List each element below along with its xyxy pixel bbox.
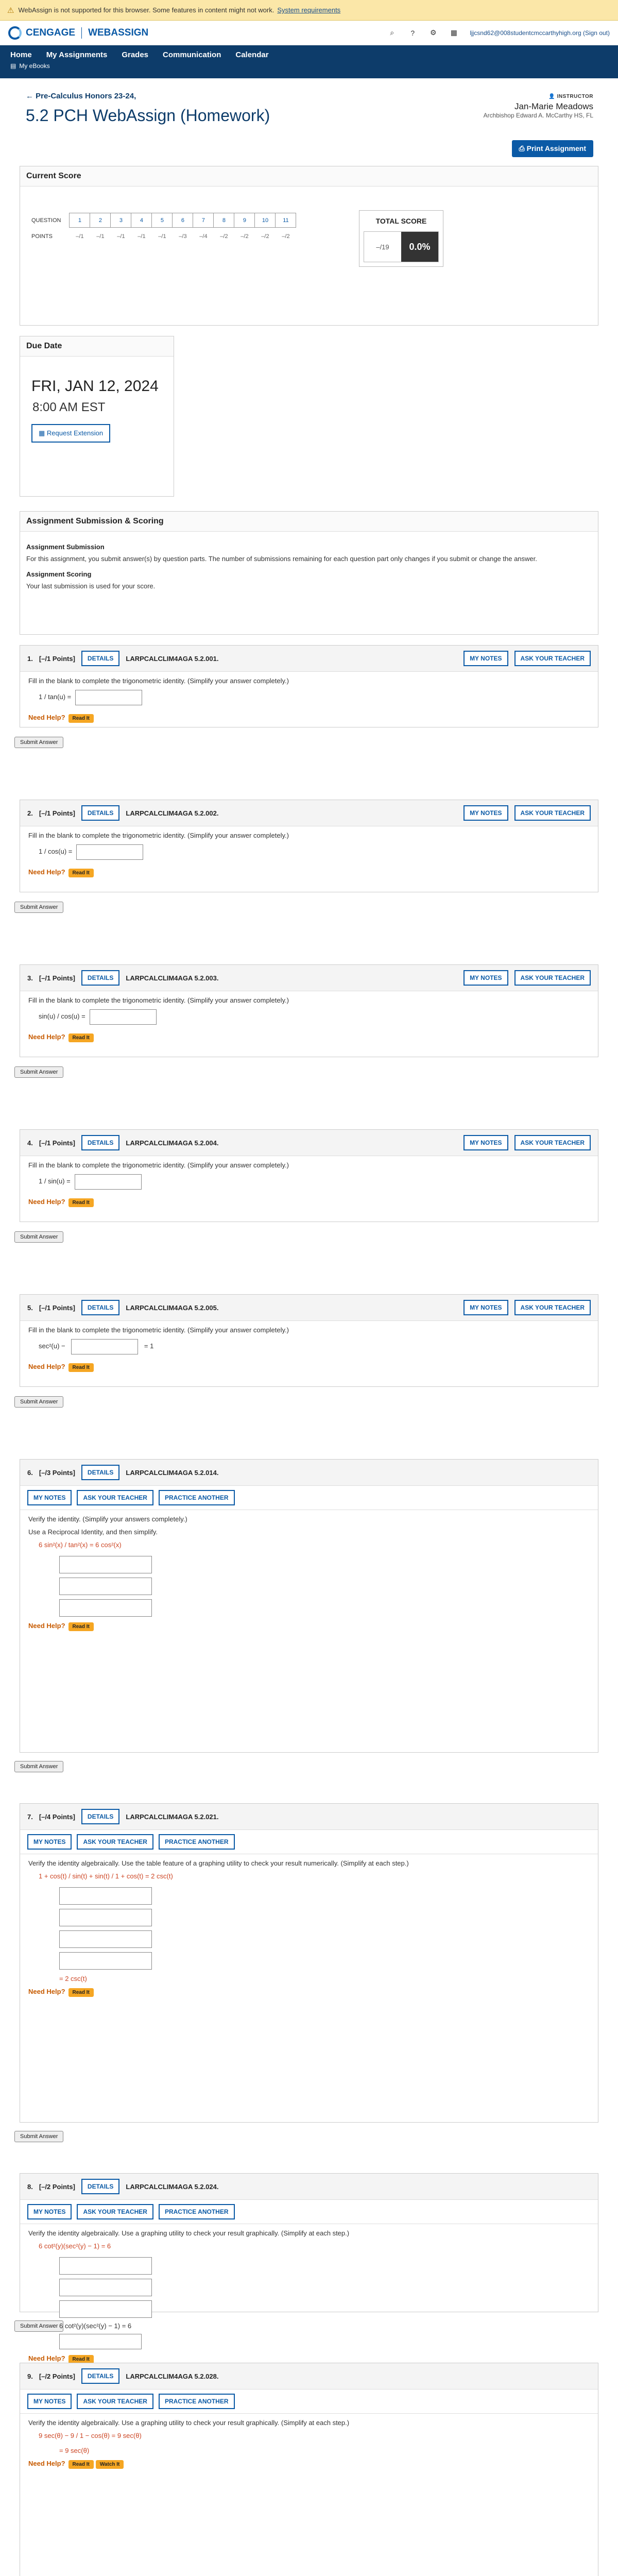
submit-row xyxy=(14,902,604,913)
question-points-label: [–/1 Points] xyxy=(39,974,75,982)
print-label: Print Assignment xyxy=(526,144,586,152)
question-card xyxy=(20,1294,598,1387)
ask-teacher-button[interactable]: ASK YOUR TEACHER xyxy=(514,1300,591,1315)
identity-expression xyxy=(39,844,590,860)
question-number: 7. xyxy=(27,1812,33,1821)
question-prompt: Fill in the blank to complete the trigonometric identity. (Simplify your answer completely.) xyxy=(28,996,289,1004)
question-header xyxy=(20,1295,598,1321)
question-prompt: Verify the identity. (Simplify your answers completely.) xyxy=(28,1515,187,1523)
step-input[interactable] xyxy=(59,1930,152,1948)
scoring-subheading: Assignment Scoring xyxy=(26,570,92,578)
question-header xyxy=(20,2363,598,2389)
work-step xyxy=(59,1887,590,1905)
ask-teacher-button[interactable]: ASK YOUR TEACHER xyxy=(77,1834,153,1850)
work-steps xyxy=(59,2257,590,2349)
need-help-row xyxy=(28,868,590,876)
my-notes-button[interactable]: MY NOTES xyxy=(27,1834,72,1850)
question-code: LARPCALCLIM4AGA 5.2.021. xyxy=(126,1812,219,1821)
my-notes-button[interactable]: MY NOTES xyxy=(464,1135,508,1150)
need-help-label: Need Help? xyxy=(28,868,65,876)
total-points: –/19 xyxy=(376,243,389,251)
nav-my-assignments[interactable]: My Assignments xyxy=(46,50,108,59)
question-actions xyxy=(20,1830,598,1854)
my-notes-button[interactable]: MY NOTES xyxy=(464,1300,508,1315)
help-icon[interactable]: ? xyxy=(410,28,415,37)
answer-input[interactable] xyxy=(71,1339,138,1354)
need-help-label: Need Help? xyxy=(28,1988,65,1995)
question-code: LARPCALCLIM4AGA 5.2.002. xyxy=(126,809,219,817)
question-link[interactable]: 7 xyxy=(193,213,214,228)
question-body xyxy=(20,1854,598,2001)
person-icon: 👤 xyxy=(548,94,556,99)
question-number: 9. xyxy=(27,2372,33,2380)
question-link[interactable]: 8 xyxy=(214,213,234,228)
points-label: POINTS xyxy=(31,233,53,240)
answer-input[interactable] xyxy=(75,690,142,705)
ask-teacher-button[interactable]: ASK YOUR TEACHER xyxy=(514,1135,591,1150)
due-date: FRI, JAN 12, 2024 xyxy=(31,378,159,395)
question-body xyxy=(20,1510,598,1635)
identity-expression xyxy=(39,1009,590,1025)
question-card xyxy=(20,645,598,727)
due-date-heading: Due Date xyxy=(20,336,174,357)
nav-home[interactable]: Home xyxy=(10,50,32,59)
question-body xyxy=(20,2224,598,2367)
work-step xyxy=(59,2257,590,2275)
read-it-button[interactable]: Read It xyxy=(68,714,94,723)
step-input[interactable] xyxy=(59,1578,152,1595)
identity-expression xyxy=(39,1174,590,1190)
question-points: –/1 xyxy=(158,233,166,240)
ask-teacher-button[interactable]: ASK YOUR TEACHER xyxy=(514,805,591,821)
work-step xyxy=(59,1930,590,1948)
watch-it-button[interactable]: Watch It xyxy=(96,2460,124,2469)
question-points: –/1 xyxy=(138,233,146,240)
submit-row xyxy=(14,1761,604,1772)
ask-teacher-button[interactable]: ASK YOUR TEACHER xyxy=(514,970,591,986)
question-points-label: [–/2 Points] xyxy=(39,2182,75,2191)
question-number: 2. xyxy=(27,809,33,817)
book-icon: ▤ xyxy=(10,62,16,70)
back-arrow-icon: ← xyxy=(26,92,33,100)
question-code: LARPCALCLIM4AGA 5.2.004. xyxy=(126,1139,219,1147)
need-help-row xyxy=(28,2460,590,2467)
question-prompt: Fill in the blank to complete the trigonometric identity. (Simplify your answer completely.) xyxy=(28,677,289,685)
question-points: –/2 xyxy=(241,233,249,240)
question-number: 4. xyxy=(27,1139,33,1147)
question-link[interactable]: 10 xyxy=(255,213,276,228)
question-points-label: [–/1 Points] xyxy=(39,1139,75,1147)
current-score-panel xyxy=(20,166,598,326)
question-link[interactable]: 3 xyxy=(111,213,131,228)
identity-left-side: 1 / sin(u) = xyxy=(39,1177,71,1185)
submit-answer-button[interactable]: Submit Answer xyxy=(14,2131,63,2142)
question-header xyxy=(20,2174,598,2200)
need-help-label: Need Help? xyxy=(28,1622,65,1630)
ask-teacher-button[interactable]: ASK YOUR TEACHER xyxy=(77,1490,153,1505)
apps-grid-icon[interactable]: ▦ xyxy=(450,28,457,37)
assignment-header xyxy=(14,78,604,166)
question-points-label: [–/1 Points] xyxy=(39,809,75,817)
submit-answer-button[interactable]: Submit Answer xyxy=(14,1396,63,1408)
sign-out-link[interactable]: (Sign out) xyxy=(582,29,610,37)
cengage-logo-icon xyxy=(8,26,22,40)
submit-answer-button[interactable]: Submit Answer xyxy=(14,1231,63,1243)
warning-icon: ⚠ xyxy=(7,6,14,15)
question-card xyxy=(20,2363,598,2576)
question-number: 1. xyxy=(27,654,33,663)
work-step xyxy=(59,2300,590,2318)
warning-text: WebAssign is not supported for this browser. Some features in content might not work. xyxy=(18,6,274,14)
question-card xyxy=(20,1803,598,2123)
final-result: = 9 sec(θ) xyxy=(59,2447,90,2454)
submit-row xyxy=(14,1066,604,1078)
read-it-button[interactable]: Read It xyxy=(68,869,94,877)
submit-row xyxy=(14,2131,604,2142)
need-help-label: Need Help? xyxy=(28,2354,65,2362)
question-gap xyxy=(14,748,604,800)
question-points-label: [–/4 Points] xyxy=(39,1812,75,1821)
question-body xyxy=(20,672,598,726)
practice-another-button[interactable]: PRACTICE ANOTHER xyxy=(159,2394,235,2409)
question-link[interactable]: 4 xyxy=(131,213,152,228)
step-input[interactable] xyxy=(59,2334,142,2349)
read-it-button[interactable]: Read It xyxy=(68,1198,94,1207)
work-steps xyxy=(59,1887,590,1982)
need-help-label: Need Help? xyxy=(28,2460,65,2467)
question-prompt: Fill in the blank to complete the trigonometric identity. (Simplify your answer completely.) xyxy=(28,832,289,839)
submit-answer-button[interactable]: Submit Answer xyxy=(14,1761,63,1772)
page-title: 5.2 PCH WebAssign (Homework) xyxy=(26,106,270,125)
question-prompt: Fill in the blank to complete the trigonometric identity. (Simplify your answer completely.) xyxy=(28,1326,289,1334)
work-steps xyxy=(59,2447,590,2454)
submit-answer-button[interactable]: Submit Answer xyxy=(14,737,63,748)
question-link[interactable]: 1 xyxy=(70,213,90,228)
ask-teacher-button[interactable]: ASK YOUR TEACHER xyxy=(77,2204,153,2219)
browser-warning-bar xyxy=(0,0,618,21)
question-code: LARPCALCLIM4AGA 5.2.005. xyxy=(126,1303,219,1312)
user-email-link[interactable]: ljjcsnd62@008studentcmccarthyhigh.org xyxy=(470,29,581,37)
system-requirements-link[interactable]: System requirements xyxy=(277,6,341,14)
work-steps xyxy=(59,1556,590,1617)
work-step xyxy=(59,1556,590,1573)
submit-row xyxy=(14,737,604,748)
question-code: LARPCALCLIM4AGA 5.2.014. xyxy=(126,1468,219,1477)
details-button[interactable]: DETAILS xyxy=(81,2179,119,2194)
score-table xyxy=(31,213,296,245)
read-it-button[interactable]: Read It xyxy=(68,2355,94,2364)
question-code: LARPCALCLIM4AGA 5.2.003. xyxy=(126,974,219,982)
question-header xyxy=(20,1804,598,1830)
question-body xyxy=(20,826,598,881)
question-link[interactable]: 11 xyxy=(276,213,296,228)
my-notes-button[interactable]: MY NOTES xyxy=(464,970,508,986)
question-points: –/1 xyxy=(96,233,105,240)
question-points: –/2 xyxy=(220,233,228,240)
question-body xyxy=(20,1321,598,1376)
question-prompt: Fill in the blank to complete the trigonometric identity. (Simplify your answer completely.) xyxy=(28,1161,289,1169)
question-points: –/2 xyxy=(261,233,269,240)
question-points: –/1 xyxy=(117,233,125,240)
step-input[interactable] xyxy=(59,2300,152,2318)
question-card xyxy=(20,964,598,1057)
search-icon[interactable]: ⌕ xyxy=(390,28,394,37)
identity-restated: 6 cot²(y)(sec²(y) − 1) = 6 xyxy=(59,2322,132,2330)
details-button[interactable]: DETAILS xyxy=(81,1300,119,1315)
question-header xyxy=(20,965,598,991)
question-step-text: Use a Reciprocal Identity, and then simplify. xyxy=(28,1528,158,1536)
need-help-row xyxy=(28,1033,590,1041)
brand-divider xyxy=(81,27,82,39)
details-button[interactable]: DETAILS xyxy=(81,2368,119,2384)
step-input[interactable] xyxy=(59,1952,152,1970)
instructor-role: 👤 INSTRUCTOR xyxy=(548,94,593,99)
question-number: 3. xyxy=(27,974,33,982)
need-help-label: Need Help? xyxy=(28,714,65,721)
need-help-row xyxy=(28,1363,590,1370)
read-it-button[interactable]: Read It xyxy=(68,1988,94,1997)
nav-calendar[interactable]: Calendar xyxy=(235,50,269,59)
submission-subheading: Assignment Submission xyxy=(26,543,105,551)
details-button[interactable]: DETAILS xyxy=(81,1465,119,1480)
question-header xyxy=(20,800,598,826)
question-gap xyxy=(14,1243,604,1294)
question-label: QUESTION xyxy=(31,217,61,224)
assignment-scoring-heading: Assignment Submission & Scoring xyxy=(20,512,598,532)
identity-to-verify: 6 cot²(y)(sec²(y) − 1) = 6 xyxy=(39,2242,111,2250)
due-date-panel xyxy=(20,336,174,497)
request-extension-button[interactable] xyxy=(31,424,110,443)
answer-input[interactable] xyxy=(76,844,143,860)
question-prompt: Verify the identity algebraically. Use a graphing utility to check your result graphically. (Simplify at each step.) xyxy=(28,2229,350,2237)
question-card xyxy=(20,1129,598,1222)
step-input[interactable] xyxy=(59,1887,152,1905)
question-gap xyxy=(14,2142,604,2173)
total-score-box xyxy=(359,210,443,267)
nav-communication[interactable]: Communication xyxy=(163,50,221,59)
question-points: –/4 xyxy=(199,233,208,240)
question-body xyxy=(20,2414,598,2472)
question-gap xyxy=(14,1408,604,1459)
question-gap xyxy=(14,1078,604,1129)
question-card xyxy=(20,1459,598,1753)
current-score-heading: Current Score xyxy=(20,166,598,187)
assignment-scoring-panel xyxy=(20,511,598,635)
read-it-button[interactable]: Read It xyxy=(68,2460,94,2469)
need-help-row xyxy=(28,2354,590,2362)
question-points: –/3 xyxy=(179,233,187,240)
question-header xyxy=(20,646,598,672)
need-help-row xyxy=(28,1198,590,1206)
question-link[interactable]: 9 xyxy=(234,213,255,228)
question-code: LARPCALCLIM4AGA 5.2.028. xyxy=(126,2372,219,2380)
question-actions xyxy=(20,1486,598,1510)
read-it-button[interactable]: Read It xyxy=(68,1363,94,1372)
question-actions xyxy=(20,2200,598,2224)
identity-left-side: sec²(u) − xyxy=(39,1342,67,1350)
question-body xyxy=(20,1156,598,1211)
question-prompt: Verify the identity algebraically. Use the table feature of a graphing utility to check your result numerically. (Simplify at each step.) xyxy=(28,1859,409,1867)
question-header xyxy=(20,1460,598,1486)
question-number: 5. xyxy=(27,1303,33,1312)
nav-grades[interactable]: Grades xyxy=(122,50,149,59)
printer-icon: ⎙ xyxy=(519,144,525,152)
submit-row xyxy=(14,1396,604,1408)
details-button[interactable]: DETAILS xyxy=(81,805,119,821)
final-result: = 2 csc(t) xyxy=(59,1975,87,1982)
need-help-label: Need Help? xyxy=(28,1363,65,1370)
question-link[interactable]: 6 xyxy=(173,213,193,228)
step-input[interactable] xyxy=(59,1909,152,1926)
work-step xyxy=(59,2279,590,2296)
request-extension-label: Request Extension xyxy=(46,429,104,437)
question-code: LARPCALCLIM4AGA 5.2.024. xyxy=(126,2182,219,2191)
identity-to-verify: 9 sec(θ) − 9 / 1 − cos(θ) = 9 sec(θ) xyxy=(39,2432,142,2439)
question-code: LARPCALCLIM4AGA 5.2.001. xyxy=(126,654,219,663)
instructor-name: Jan-Marie Meadows xyxy=(514,101,593,111)
my-notes-button[interactable]: MY NOTES xyxy=(27,2394,72,2409)
answer-input[interactable] xyxy=(90,1009,157,1025)
question-points: –/2 xyxy=(282,233,290,240)
work-step xyxy=(59,1578,590,1595)
read-it-button[interactable]: Read It xyxy=(68,1033,94,1042)
total-score-label: TOTAL SCORE xyxy=(375,217,427,225)
main-nav xyxy=(0,45,618,78)
submit-answer-button[interactable]: Submit Answer xyxy=(14,2320,63,2332)
ask-teacher-button[interactable]: ASK YOUR TEACHER xyxy=(514,651,591,666)
question-body xyxy=(20,991,598,1046)
question-link[interactable]: 2 xyxy=(90,213,111,228)
ask-teacher-button[interactable]: ASK YOUR TEACHER xyxy=(77,2394,153,2409)
practice-another-button[interactable]: PRACTICE ANOTHER xyxy=(159,2204,235,2219)
brand-logo[interactable] xyxy=(8,26,148,40)
identity-left-side: 1 / cos(u) = xyxy=(39,848,73,856)
scoring-text: Your last submission is used for your score. xyxy=(26,582,156,590)
step-input[interactable] xyxy=(59,2257,152,2275)
work-step xyxy=(59,2334,590,2349)
read-it-button[interactable]: Read It xyxy=(68,1622,94,1631)
due-time: 8:00 AM EST xyxy=(32,400,106,414)
top-bar xyxy=(0,21,618,45)
user-account xyxy=(470,29,610,37)
settings-icon[interactable]: ⚙ xyxy=(430,28,437,37)
step-input[interactable] xyxy=(59,1599,152,1617)
total-percent: 0.0% xyxy=(401,232,438,262)
details-button[interactable]: DETAILS xyxy=(81,1809,119,1824)
back-to-class-link[interactable] xyxy=(26,92,136,100)
question-number: 6. xyxy=(27,1468,33,1477)
question-card xyxy=(20,800,598,892)
need-help-row xyxy=(28,1988,590,1995)
back-label: Pre-Calculus Honors 23-24, xyxy=(36,92,136,100)
question-gap xyxy=(14,1772,604,1803)
identity-to-verify: 1 + cos(t) / sin(t) + sin(t) / 1 + cos(t) = 2 csc(t) xyxy=(39,1872,173,1880)
question-points: –/1 xyxy=(76,233,84,240)
details-button[interactable]: DETAILS xyxy=(81,651,119,666)
question-points-label: [–/3 Points] xyxy=(39,1468,75,1477)
details-button[interactable]: DETAILS xyxy=(81,970,119,986)
identity-to-verify: 6 sin²(x) / tan²(x) = 6 cos²(x) xyxy=(39,1541,122,1549)
practice-another-button[interactable]: PRACTICE ANOTHER xyxy=(159,1490,235,1505)
question-prompt: Verify the identity algebraically. Use a graphing utility to check your result graphically. (Simplify at each step.) xyxy=(28,2419,350,2427)
question-link[interactable]: 5 xyxy=(152,213,173,228)
step-input[interactable] xyxy=(59,2279,152,2296)
identity-left-side: 1 / tan(u) = xyxy=(39,693,72,701)
practice-another-button[interactable]: PRACTICE ANOTHER xyxy=(159,1834,235,1850)
submit-row xyxy=(14,1231,604,1243)
identity-left-side: sin(u) / cos(u) = xyxy=(39,1012,85,1021)
brand-webassign: WEBASSIGN xyxy=(88,27,149,38)
my-notes-button[interactable]: MY NOTES xyxy=(464,651,508,666)
question-gap xyxy=(14,913,604,964)
details-button[interactable]: DETAILS xyxy=(81,1135,119,1150)
work-step xyxy=(59,1599,590,1617)
nav-my-ebooks-label: My eBooks xyxy=(19,62,50,70)
question-header xyxy=(20,1130,598,1156)
my-notes-button[interactable]: MY NOTES xyxy=(27,2204,72,2219)
submit-answer-button[interactable]: Submit Answer xyxy=(14,1066,63,1078)
work-step xyxy=(59,1909,590,1926)
identity-expression xyxy=(39,690,590,705)
identity-right-side: = 1 xyxy=(142,1342,154,1350)
instructor-info xyxy=(484,94,593,119)
question-points-label: [–/1 Points] xyxy=(39,1303,75,1312)
my-notes-button[interactable]: MY NOTES xyxy=(27,1490,72,1505)
submit-answer-button[interactable]: Submit Answer xyxy=(14,902,63,913)
print-assignment-button[interactable] xyxy=(512,140,593,157)
question-number: 8. xyxy=(27,2182,33,2191)
submission-text: For this assignment, you submit answer(s) by question parts. The number of submissions remaining for each question part only changes if you submit or change the answer. xyxy=(26,555,537,563)
calendar-icon: ▦ xyxy=(39,429,45,437)
question-actions xyxy=(20,2389,598,2414)
answer-input[interactable] xyxy=(75,1174,142,1190)
question-points-label: [–/1 Points] xyxy=(39,654,75,663)
identity-expression xyxy=(39,1339,590,1354)
step-input[interactable] xyxy=(59,1556,152,1573)
school-name: Archbishop Edward A. McCarthy HS, FL xyxy=(483,112,593,119)
need-help-row xyxy=(28,714,590,721)
my-notes-button[interactable]: MY NOTES xyxy=(464,805,508,821)
work-step xyxy=(59,1952,590,1970)
need-help-label: Need Help? xyxy=(28,1198,65,1206)
question-points-label: [–/2 Points] xyxy=(39,2372,75,2380)
need-help-label: Need Help? xyxy=(28,1033,65,1041)
need-help-row xyxy=(28,1622,590,1630)
brand-cengage: CENGAGE xyxy=(26,27,76,38)
nav-my-ebooks[interactable] xyxy=(10,62,608,70)
